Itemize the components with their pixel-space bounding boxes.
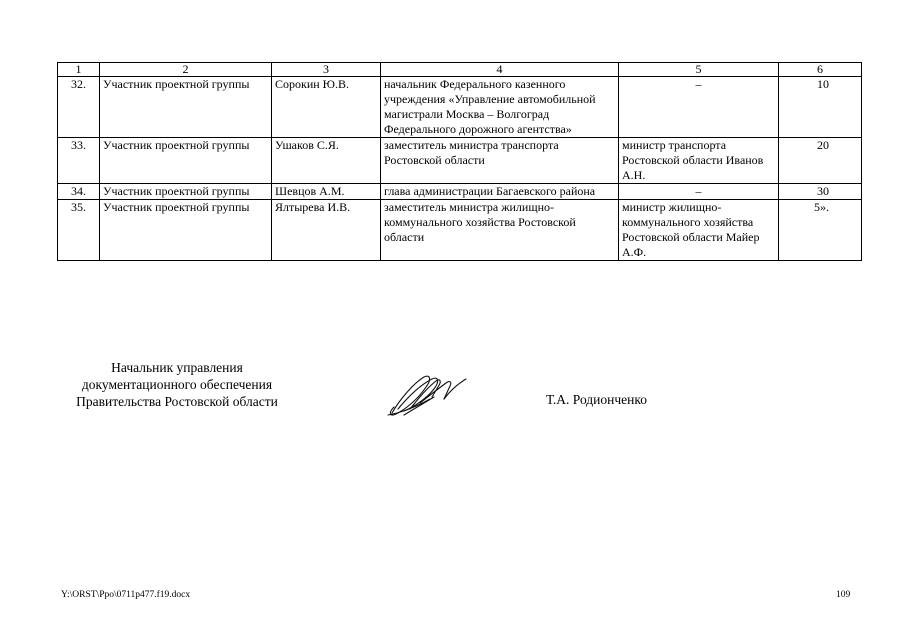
row-value: 10 bbox=[779, 77, 862, 138]
row-name: Ушаков С.Я. bbox=[272, 138, 381, 184]
signatory-title bbox=[52, 359, 302, 410]
row-name: Сорокин Ю.В. bbox=[272, 77, 381, 138]
row-supervisor: министр транспорта Ростовской области Иванов А.Н. bbox=[619, 138, 779, 184]
row-position: начальник Федерального казенного учреждения «Управление автомобильной магистрали Москва – Волгоград Федерального дорожного агентства» bbox=[381, 77, 619, 138]
table-row bbox=[58, 200, 862, 261]
signatory-title-line-1: Начальник управления bbox=[111, 360, 243, 375]
table-row bbox=[58, 77, 862, 138]
row-role: Участник проектной группы bbox=[100, 138, 272, 184]
table-row bbox=[58, 138, 862, 184]
page-number: 109 bbox=[836, 590, 851, 600]
row-role: Участник проектной группы bbox=[100, 184, 272, 200]
row-number: 35. bbox=[58, 200, 100, 261]
row-name: Шевцов А.М. bbox=[272, 184, 381, 200]
row-number: 32. bbox=[58, 77, 100, 138]
header-col-5: 5 bbox=[619, 63, 779, 77]
row-position: заместитель министра жилищно-коммунального хозяйства Ростовской области bbox=[381, 200, 619, 261]
signatory-title-line-3: Правительства Ростовской области bbox=[76, 394, 278, 409]
row-supervisor: – bbox=[619, 184, 779, 200]
row-number: 33. bbox=[58, 138, 100, 184]
table-header-row bbox=[58, 63, 862, 77]
header-col-6: 6 bbox=[779, 63, 862, 77]
row-position: заместитель министра транспорта Ростовской области bbox=[381, 138, 619, 184]
header-col-1: 1 bbox=[58, 63, 100, 77]
row-value: 5». bbox=[779, 200, 862, 261]
staff-table-container bbox=[57, 62, 861, 261]
row-role: Участник проектной группы bbox=[100, 77, 272, 138]
row-position: глава администрации Багаевского района bbox=[381, 184, 619, 200]
table-row bbox=[58, 184, 862, 200]
signatory-title-line-2: документационного обеспечения bbox=[81, 377, 273, 392]
row-value: 30 bbox=[779, 184, 862, 200]
header-col-2: 2 bbox=[100, 63, 272, 77]
row-supervisor: – bbox=[619, 77, 779, 138]
staff-table bbox=[57, 62, 862, 261]
row-number: 34. bbox=[58, 184, 100, 200]
row-value: 20 bbox=[779, 138, 862, 184]
row-role: Участник проектной группы bbox=[100, 200, 272, 261]
header-col-4: 4 bbox=[381, 63, 619, 77]
row-supervisor: министр жилищно-коммунального хозяйства Ростовской области Майер А.Ф. bbox=[619, 200, 779, 261]
handwritten-signature bbox=[380, 369, 480, 421]
signer-name: Т.А. Родионченко bbox=[546, 392, 647, 407]
header-col-3: 3 bbox=[272, 63, 381, 77]
footer-file-path: Y:\ORST\Ppo\0711p477.f19.docx bbox=[61, 590, 191, 600]
row-name: Ялтырева И.В. bbox=[272, 200, 381, 261]
